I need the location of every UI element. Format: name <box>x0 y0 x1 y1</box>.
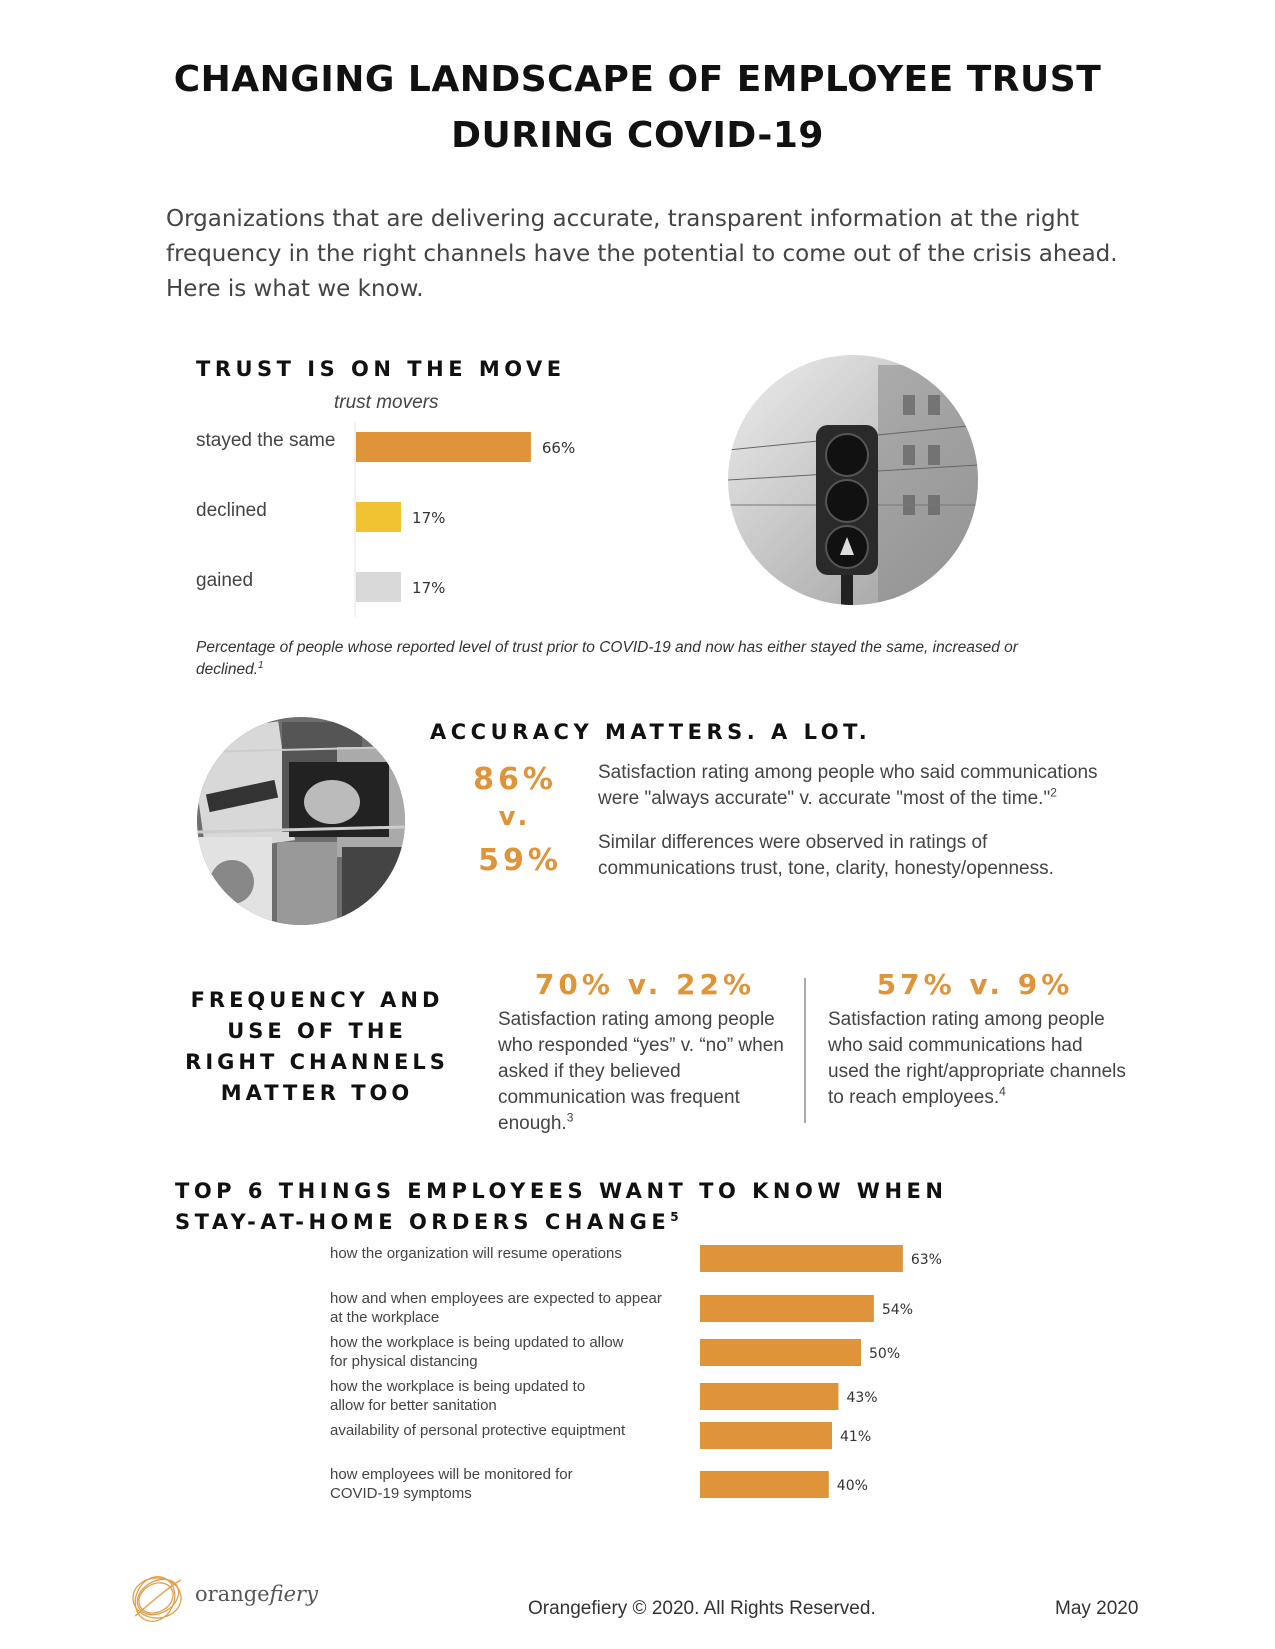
accuracy-heading: ACCURACY MATTERS. A LOT. <box>430 720 872 744</box>
trust-category-label: declined <box>196 500 267 521</box>
top6-bar <box>700 1245 903 1272</box>
page-title <box>100 52 1175 164</box>
top6-heading-line-2: STAY-AT-HOME ORDERS CHANGE <box>175 1210 671 1234</box>
trust-caption <box>196 637 1076 681</box>
top6-bar <box>700 1422 832 1449</box>
trust-bar <box>356 432 531 462</box>
top6-category-label: how the workplace is being updated to allow <box>330 1334 624 1351</box>
frequency-heading-line: MATTER TOO <box>220 1081 414 1105</box>
frequency-heading-line: RIGHT CHANNELS <box>185 1050 449 1074</box>
frequency-footnote-b: 4 <box>999 1084 1006 1099</box>
accuracy-stat-versus: v. <box>498 802 532 832</box>
frequency-footnote-a: 3 <box>566 1110 574 1125</box>
title-line-2: DURING COVID-19 <box>451 115 824 156</box>
trust-value-label: 66% <box>541 439 576 457</box>
logo-word-a: orange <box>195 1582 270 1606</box>
accuracy-stat-b: 59% <box>478 843 562 878</box>
top6-category-label: how employees will be monitored for <box>330 1466 573 1483</box>
trust-category-label: gained <box>196 570 254 591</box>
frequency-divider <box>804 978 806 1123</box>
frequency-stat-a: 70% v. 22% <box>534 968 756 1001</box>
top6-value-label: 54% <box>881 1302 914 1318</box>
frequency-heading <box>172 985 462 1109</box>
top6-bar <box>700 1383 838 1410</box>
trust-category-label: stayed the same <box>196 430 336 451</box>
intro-paragraph: Organizations that are delivering accurate, transparent information at the right frequency in the right channels have the potential to come out of the crisis ahead. Here is what we know. <box>166 206 1118 302</box>
top6-category-label: at the workplace <box>330 1309 440 1326</box>
top6-value-label: 43% <box>846 1390 878 1406</box>
traffic-light-photo <box>728 355 978 605</box>
top6-category-label: for physical distancing <box>330 1353 478 1370</box>
accuracy-text-2: Similar differences were observed in ratings of communications trust, tone, clarity, honesty/openness. <box>598 832 1054 879</box>
title-line-1: CHANGING LANDSCAPE OF EMPLOYEE TRUST <box>173 59 1102 100</box>
top6-value-label: 50% <box>869 1346 901 1362</box>
top6-bar-chart <box>330 1245 990 1515</box>
trust-caption-text: Percentage of people whose reported level of trust prior to COVID-19 and now has either stayed the same, increased or declined. <box>196 639 1018 678</box>
top6-category-label: allow for better sanitation <box>330 1397 497 1414</box>
top6-category-label: COVID-19 symptoms <box>330 1485 472 1502</box>
footer-date: May 2020 <box>1055 1598 1139 1619</box>
top6-footnote: 5 <box>670 1210 679 1224</box>
top6-category-label: how the workplace is being updated to <box>330 1378 586 1395</box>
trust-bar <box>356 572 401 602</box>
logo-wordmark <box>195 1582 318 1606</box>
frequency-text-a-body: Satisfaction rating among people who responded “yes” v. “no” when asked if they believed communication was frequent enough. <box>498 1009 784 1134</box>
top6-bar <box>700 1295 874 1322</box>
top6-value-label: 63% <box>910 1252 942 1268</box>
top6-value-label: 41% <box>840 1429 872 1445</box>
accuracy-text-1 <box>598 760 1138 812</box>
magazine-rack-photo <box>197 717 405 925</box>
trust-heading: TRUST IS ON THE MOVE <box>196 357 566 381</box>
top6-category-label: how and when employees are expected to appear <box>330 1290 662 1307</box>
footer-copyright: Orangefiery © 2020. All Rights Reserved. <box>528 1598 876 1619</box>
trust-value-label: 17% <box>412 579 446 597</box>
frequency-stat-b: 57% v. 9% <box>876 968 1074 1001</box>
trust-bar <box>356 502 401 532</box>
frequency-heading-line: FREQUENCY AND <box>190 988 444 1012</box>
top6-category-label: availability of personal protective equiptment <box>330 1422 626 1439</box>
frequency-text-a <box>498 1007 798 1137</box>
trust-value-label: 17% <box>412 509 446 527</box>
top6-value-label: 40% <box>836 1478 868 1494</box>
frequency-text-b-body: Satisfaction rating among people who said communications had used the right/appropriate channels to reach employees. <box>828 1009 1126 1108</box>
top6-heading-line-1: TOP 6 THINGS EMPLOYEES WANT TO KNOW WHEN <box>175 1179 948 1203</box>
accuracy-footnote: 2 <box>1050 785 1057 800</box>
accuracy-text-1-body: Satisfaction rating among people who said communications were "always accurate" v. accurate "most of the time." <box>598 762 1098 809</box>
top6-bar <box>700 1471 829 1498</box>
top6-bar <box>700 1339 861 1366</box>
top6-heading <box>175 1176 947 1238</box>
trust-caption-footnote: 1 <box>258 659 264 671</box>
trust-chart-title: trust movers <box>334 392 439 413</box>
frequency-text-b <box>828 1007 1128 1111</box>
trust-bar-chart <box>190 422 640 622</box>
accuracy-stat-a: 86% <box>473 762 557 797</box>
top6-category-label: how the organization will resume operations <box>330 1245 622 1262</box>
logo-word-b: fiery <box>269 1582 318 1606</box>
frequency-heading-line: USE OF THE <box>227 1019 407 1043</box>
